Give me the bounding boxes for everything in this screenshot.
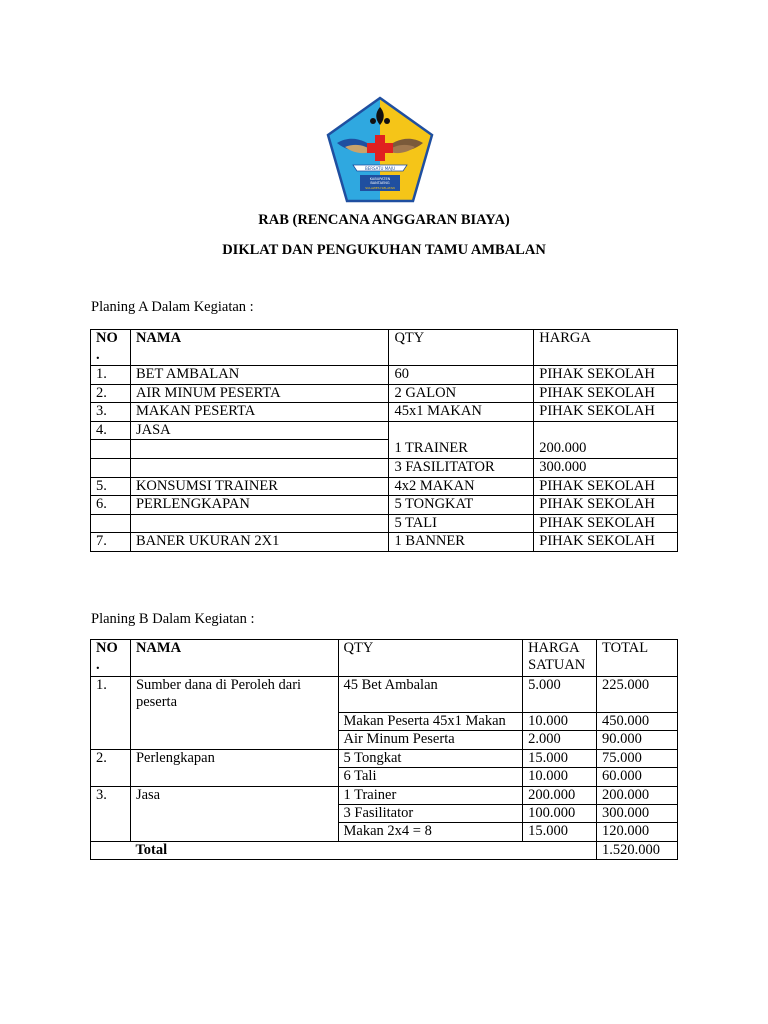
cell-empty: [91, 841, 131, 859]
cell-nama: Perlengkapan: [130, 749, 338, 786]
total-row: [91, 841, 678, 859]
cell-qty: 45 Bet Ambalan: [338, 677, 523, 713]
cell-harga: 15.000: [523, 749, 597, 767]
table-row: [91, 458, 678, 477]
cell-harga: PIHAK SEKOLAH: [534, 384, 678, 403]
cell-qty: 60: [389, 366, 534, 385]
cell-total: 200.000: [597, 786, 678, 804]
plan-a-label: Planing A Dalam Kegiatan :: [91, 299, 254, 315]
table-header-row: [91, 330, 678, 366]
cell-qty: 4x2 MAKAN: [389, 477, 534, 496]
school-emblem-logo: [325, 95, 435, 205]
cell-qty: 1 TRAINER: [389, 440, 534, 459]
svg-text:BERSATU MAJU: BERSATU MAJU: [364, 166, 396, 171]
svg-text:SULAWESI SELATAN: SULAWESI SELATAN: [365, 186, 395, 190]
table-row: [91, 533, 678, 552]
cell-harga: 10.000: [523, 768, 597, 786]
cell-empty: [338, 841, 523, 859]
cell-qty: 3 Fasilitator: [338, 804, 523, 822]
cell-total: 225.000: [597, 677, 678, 713]
cell-no: [91, 440, 131, 459]
table-row: [91, 384, 678, 403]
header-harga-satuan: HARGA SATUAN: [523, 640, 597, 677]
table-row: [91, 366, 678, 385]
cell-qty: [389, 421, 534, 440]
cell-total: 120.000: [597, 823, 678, 841]
cell-no: 7.: [91, 533, 131, 552]
cell-qty: 6 Tali: [338, 768, 523, 786]
table-row: [91, 786, 678, 804]
document-subtitle: DIKLAT DAN PENGUKUHAN TAMU AMBALAN: [222, 242, 546, 258]
header-nama: NAMA: [130, 640, 338, 677]
cell-qty: 5 TONGKAT: [389, 496, 534, 515]
cell-qty: 1 BANNER: [389, 533, 534, 552]
cell-nama: AIR MINUM PESERTA: [130, 384, 388, 403]
cell-qty: Air Minum Peserta: [338, 731, 523, 749]
table-row: [91, 477, 678, 496]
header-qty: QTY: [389, 330, 534, 366]
cell-no: 2.: [91, 384, 131, 403]
cell-qty: 3 FASILITATOR: [389, 458, 534, 477]
cell-harga: 200.000: [534, 440, 678, 459]
cell-nama: [130, 458, 388, 477]
total-label: Total: [130, 841, 338, 859]
header-qty: QTY: [338, 640, 523, 677]
cell-harga: 5.000: [523, 677, 597, 713]
header-no: NO .: [91, 640, 131, 677]
svg-text:KABUPATEN: KABUPATEN: [369, 177, 391, 181]
cell-no: 6.: [91, 496, 131, 515]
cell-harga: 2.000: [523, 731, 597, 749]
cell-no: 3.: [91, 403, 131, 422]
plan-b-label: Planing B Dalam Kegiatan :: [91, 611, 255, 627]
cell-nama: [130, 440, 388, 459]
cell-nama: MAKAN PESERTA: [130, 403, 388, 422]
cell-nama: PERLENGKAPAN: [130, 496, 388, 515]
cell-harga: PIHAK SEKOLAH: [534, 477, 678, 496]
cell-qty: 45x1 MAKAN: [389, 403, 534, 422]
table-row: [91, 514, 678, 533]
cell-qty: 5 TALI: [389, 514, 534, 533]
cell-no: 3.: [91, 786, 131, 841]
table-row: [91, 749, 678, 767]
cell-harga: 200.000: [523, 786, 597, 804]
cell-total: 75.000: [597, 749, 678, 767]
cell-empty: [523, 841, 597, 859]
header-nama: NAMA: [130, 330, 388, 366]
cell-no: 4.: [91, 421, 131, 440]
table-row: [91, 403, 678, 422]
table-row: [91, 677, 678, 713]
cell-harga: PIHAK SEKOLAH: [534, 514, 678, 533]
cell-harga: 300.000: [534, 458, 678, 477]
cell-nama: KONSUMSI TRAINER: [130, 477, 388, 496]
cell-harga: 15.000: [523, 823, 597, 841]
cell-harga: PIHAK SEKOLAH: [534, 496, 678, 515]
cell-harga: PIHAK SEKOLAH: [534, 533, 678, 552]
cell-qty: 2 GALON: [389, 384, 534, 403]
cell-nama: JASA: [130, 421, 388, 440]
plan-a-table: [90, 329, 678, 552]
cell-qty: Makan Peserta 45x1 Makan: [338, 713, 523, 731]
header-harga: HARGA: [534, 330, 678, 366]
table-row: [91, 496, 678, 515]
cell-no: [91, 458, 131, 477]
cell-total: 450.000: [597, 713, 678, 731]
table-row: [91, 421, 678, 440]
document-title: RAB (RENCANA ANGGARAN BIAYA): [258, 212, 510, 228]
table-header-row: [91, 640, 678, 677]
cell-no: 1.: [91, 677, 131, 750]
cell-total: 300.000: [597, 804, 678, 822]
cell-no: 5.: [91, 477, 131, 496]
cell-harga: 100.000: [523, 804, 597, 822]
cell-no: 2.: [91, 749, 131, 786]
header-no: NO .: [91, 330, 131, 366]
cell-nama: Jasa: [130, 786, 338, 841]
cell-no: [91, 514, 131, 533]
cell-harga: PIHAK SEKOLAH: [534, 366, 678, 385]
cell-total: 90.000: [597, 731, 678, 749]
cell-nama: [130, 514, 388, 533]
cell-nama: Sumber dana di Peroleh dari peserta: [130, 677, 338, 750]
cell-qty: 1 Trainer: [338, 786, 523, 804]
cell-nama: BANER UKURAN 2X1: [130, 533, 388, 552]
header-total: TOTAL: [597, 640, 678, 677]
cell-harga: PIHAK SEKOLAH: [534, 403, 678, 422]
cell-qty: Makan 2x4 = 8: [338, 823, 523, 841]
cell-harga: 10.000: [523, 713, 597, 731]
cell-qty: 5 Tongkat: [338, 749, 523, 767]
cell-harga: [534, 421, 678, 440]
cell-no: 1.: [91, 366, 131, 385]
table-row: [91, 440, 678, 459]
total-value: 1.520.000: [597, 841, 678, 859]
svg-text:BANTAENG: BANTAENG: [370, 181, 390, 185]
cell-total: 60.000: [597, 768, 678, 786]
plan-b-table: [90, 639, 678, 860]
cell-nama: BET AMBALAN: [130, 366, 388, 385]
